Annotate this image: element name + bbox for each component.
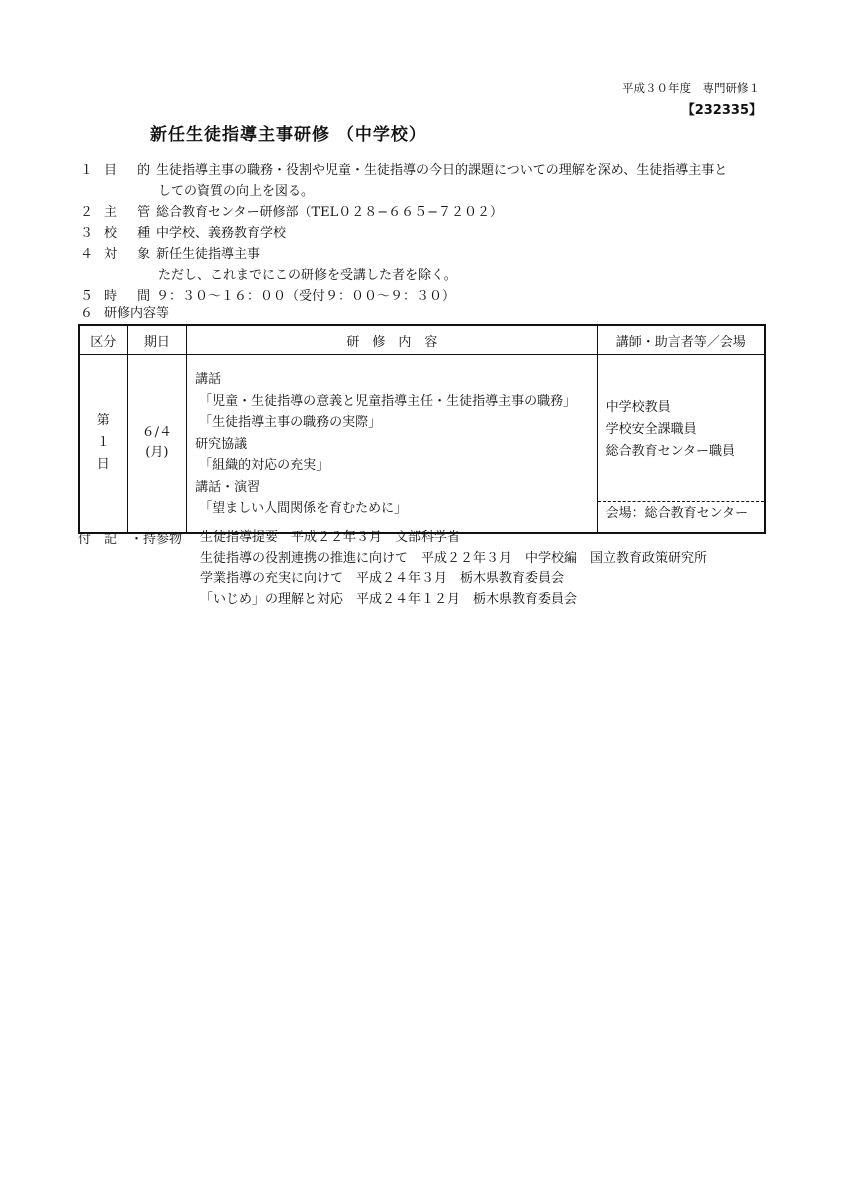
item-label: 対 象: [104, 247, 159, 262]
division-cell: 第 １ 日: [79, 355, 127, 533]
notes-list: [200, 528, 707, 610]
item-number: ２: [80, 205, 94, 220]
table-row: [79, 355, 765, 533]
schedule-table: [78, 324, 766, 534]
table-header-row: [79, 325, 765, 355]
list-item: 生徒指導提要 平成２２年３月 文部科学省: [200, 530, 461, 545]
list-item: 学業指導の充実に向けて 平成２４年３月 栃木県教育委員会: [200, 571, 565, 586]
item-label: 校 種: [104, 226, 159, 241]
venue: 会場：総合教育センター: [598, 501, 764, 526]
instructor-cell: [597, 355, 765, 533]
item-organizer: [80, 202, 503, 223]
item-school-type: [80, 223, 286, 244]
header-division: 区分: [79, 325, 127, 355]
item-purpose: [80, 160, 727, 181]
header-content: 研 修 内 容: [187, 325, 597, 355]
item-label: 主 管: [104, 205, 159, 220]
header-date: 期日: [127, 325, 187, 355]
content-line: 講話・演習: [195, 479, 261, 495]
item-label: 時 間: [104, 289, 159, 304]
content-line: 「児童・生徒指導の意義と児童指導主任・生徒指導主事の職務」: [199, 393, 577, 409]
list-item: 生徒指導の役割連携の推進に向けて 平成２２年３月 中学校編 国立教育政策研究所: [200, 550, 708, 566]
content-cell: [187, 355, 597, 533]
item-contents: [80, 303, 169, 324]
course-code: 【232335】: [681, 103, 762, 118]
year-course-label: 平成３０年度 専門研修１: [622, 81, 760, 95]
item-text: 中学校、義務教育学校: [156, 226, 287, 241]
page-title: 新任生徒指導主事研修 （中学校）: [150, 125, 427, 145]
date: ６/４: [141, 425, 173, 441]
header-instructors: 講師・助言者等／会場: [597, 325, 765, 355]
item-label: 目 的: [104, 163, 159, 178]
content-line: 講話: [195, 372, 222, 387]
item-text: 総合教育センター研修部（TEL０２８−６６５−７２０２）: [156, 205, 504, 220]
weekday: (月): [145, 445, 169, 461]
date-cell: [127, 355, 187, 533]
item-number: ６: [80, 306, 94, 321]
item-label: 研修内容等: [104, 306, 170, 321]
instructor-item: 総合教育センター職員: [605, 444, 736, 459]
item-text: 生徒指導主事の職務・役割や児童・生徒指導の今日的課題についての理解を深め、生徒指導主事と: [156, 163, 728, 178]
list-item: 「いじめ」の理解と対応 平成２４年１２月 栃木県教育委員会: [200, 591, 578, 607]
content-line: 「望ましい人間関係を育むために」: [199, 501, 408, 516]
item-text: ９：３０〜１６：００（受付９：００〜９：３０）: [156, 289, 456, 304]
instructor-list: [598, 355, 764, 501]
item-text-continued: ただし、これまでにこの研修を受講した者を除く。: [158, 268, 457, 283]
item-number: ５: [80, 289, 94, 304]
instructor-item: 中学校教員: [605, 400, 671, 415]
item-target: [80, 244, 260, 265]
notes-heading: 付 記 ・持参物: [78, 532, 183, 547]
item-number: ３: [80, 226, 94, 241]
content-line: 「組織的対応の充実」: [199, 458, 330, 473]
item-number: ４: [80, 247, 94, 262]
item-text: 新任生徒指導主事: [156, 247, 261, 262]
item-text-continued: しての資質の向上を図る。: [158, 184, 315, 199]
content-line: 研究協議: [195, 436, 248, 452]
content-line: 「生徒指導主事の職務の実際」: [199, 415, 382, 430]
item-number: １: [80, 163, 94, 178]
instructor-item: 学校安全課職員: [605, 422, 697, 437]
